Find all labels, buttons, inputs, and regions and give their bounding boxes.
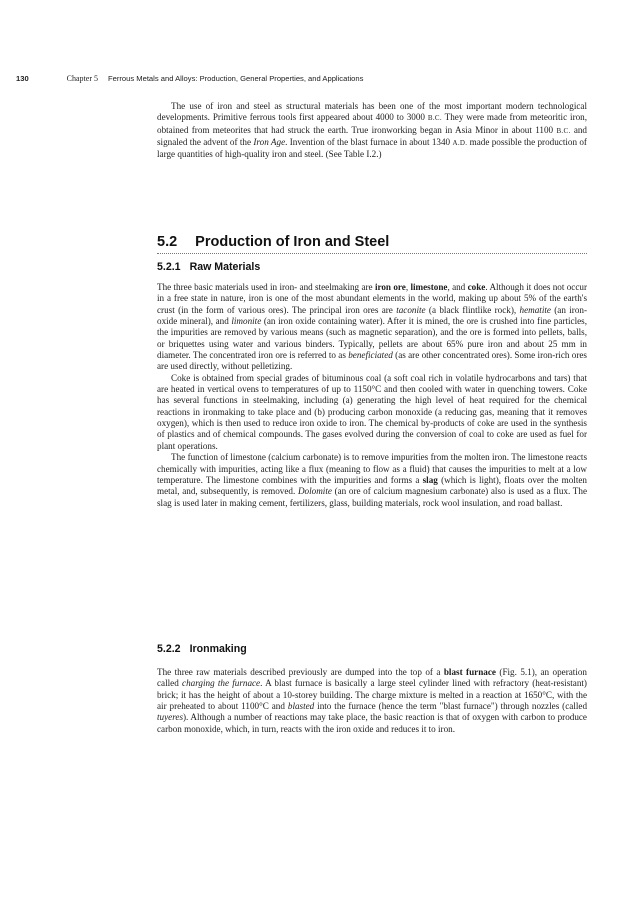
chapter-title: Ferrous Metals and Alloys: Production, General Properties, and Applications (108, 74, 364, 83)
intro-paragraph: The use of iron and steel as structural materials has been one of the most important modern technological developments. Primitive ferrous tools first appeared about 4000 to 3000 B.C. They were made from meteoritic iron, obtained from meteorites that had struck the earth. True ironworking began in Asia Minor in about 1100 B.C. and signaled the advent of the Iron Age. Invention of the blast furnace in about 1340 A.D. made possible the production of large quantities of high-quality iron and steel. (See Table I.2.) (157, 101, 588, 160)
subsection-heading-raw-materials: 5.2.1 Raw Materials (157, 261, 261, 273)
running-head (16, 74, 616, 83)
raw-materials-paragraph-1: The three basic materials used in iron- and steelmaking are iron ore, limestone, and coke. Although it does not occur in a free state in nature, iron is one of the most abundant elements in the world, making up about 5% of the earth's crust (in the form of various ores). The principal iron ores are taconite (a black flintlike rock), hematite (an iron-oxide mineral), and limonite (an iron oxide containing water). After it is mined, the ore is crushed into fine particles, the impurities are removed by various means (such as magnetic separation), and the ore is formed into pellets, balls, or briquettes using water and various binders. Typically, pellets are about 65% pure iron and about 25 mm in diameter. The concentrated iron ore is referred to as beneficiated (as are other concentrated ores). Some iron-rich ores are used directly, without pelletizing. (157, 282, 587, 372)
section-number: 5.2 (157, 234, 178, 250)
section-heading (157, 234, 587, 254)
ironmaking-body (157, 667, 587, 735)
iron-age-term: Iron Age (253, 137, 286, 148)
chapter-label: Chapter 5 (66, 74, 98, 83)
page-number: 130 (16, 74, 29, 83)
intro-paragraph-block (157, 101, 587, 161)
raw-materials-paragraph-3: The function of limestone (calcium carbonate) is to remove impurities from the molten iron. The limestone reacts chemically with impurities, acting like a flux (meaning to flow as a fluid) that causes the impurities to melt at a low temperature. The limestone combines with the impurities and forms a slag (which is light), floats over the molten metal, and, subsequently, is removed. Dolomite (an ore of calcium magnesium carbonate) also is used as a flux. The slag is used later in making cement, fertilizers, glass, building materials, rock wool insulation, and road ballast. (157, 452, 587, 508)
raw-materials-body (157, 282, 587, 509)
section-title: Production of Iron and Steel (195, 234, 390, 250)
subsection-heading-ironmaking: 5.2.2 Ironmaking (157, 643, 247, 655)
ironmaking-paragraph-1: The three raw materials described previously are dumped into the top of a blast furnace (Fig. 5.1), an operation called charging the furnace. A blast furnace is basically a large steel cylinder lined with refractory (heat-resistant) brick; it has the height of about a 10-storey building. The charge mixture is melted in a reaction at 1650°C, with the air preheated to about 1100°C and blasted into the furnace (hence the term "blast furnace") through nozzles (called tuyeres). Although a number of reactions may take place, the basic reaction is that of oxygen with carbon to produce carbon monoxide, which, in turn, reacts with the iron oxide and reduces it to iron. (157, 667, 588, 734)
raw-materials-paragraph-2: Coke is obtained from special grades of bituminous coal (a soft coal rich in volatile hydrocarbons and tars) that are heated in vertical ovens to temperatures of up to 1150°C and then cooled with water in quenching towers. Coke has several functions in steelmaking, including (a) generating the high level of heat required for the chemical reactions in ironmaking to take place and (b) producing carbon monoxide (a reducing gas, meaning that it removes oxygen), which is then used to reduce iron oxide to iron. The chemical by-products of coke are used in the synthesis of plastics and of chemical compounds. The gases evolved during the conversion of coal to coke are used as fuel for plant operations. (157, 372, 587, 451)
